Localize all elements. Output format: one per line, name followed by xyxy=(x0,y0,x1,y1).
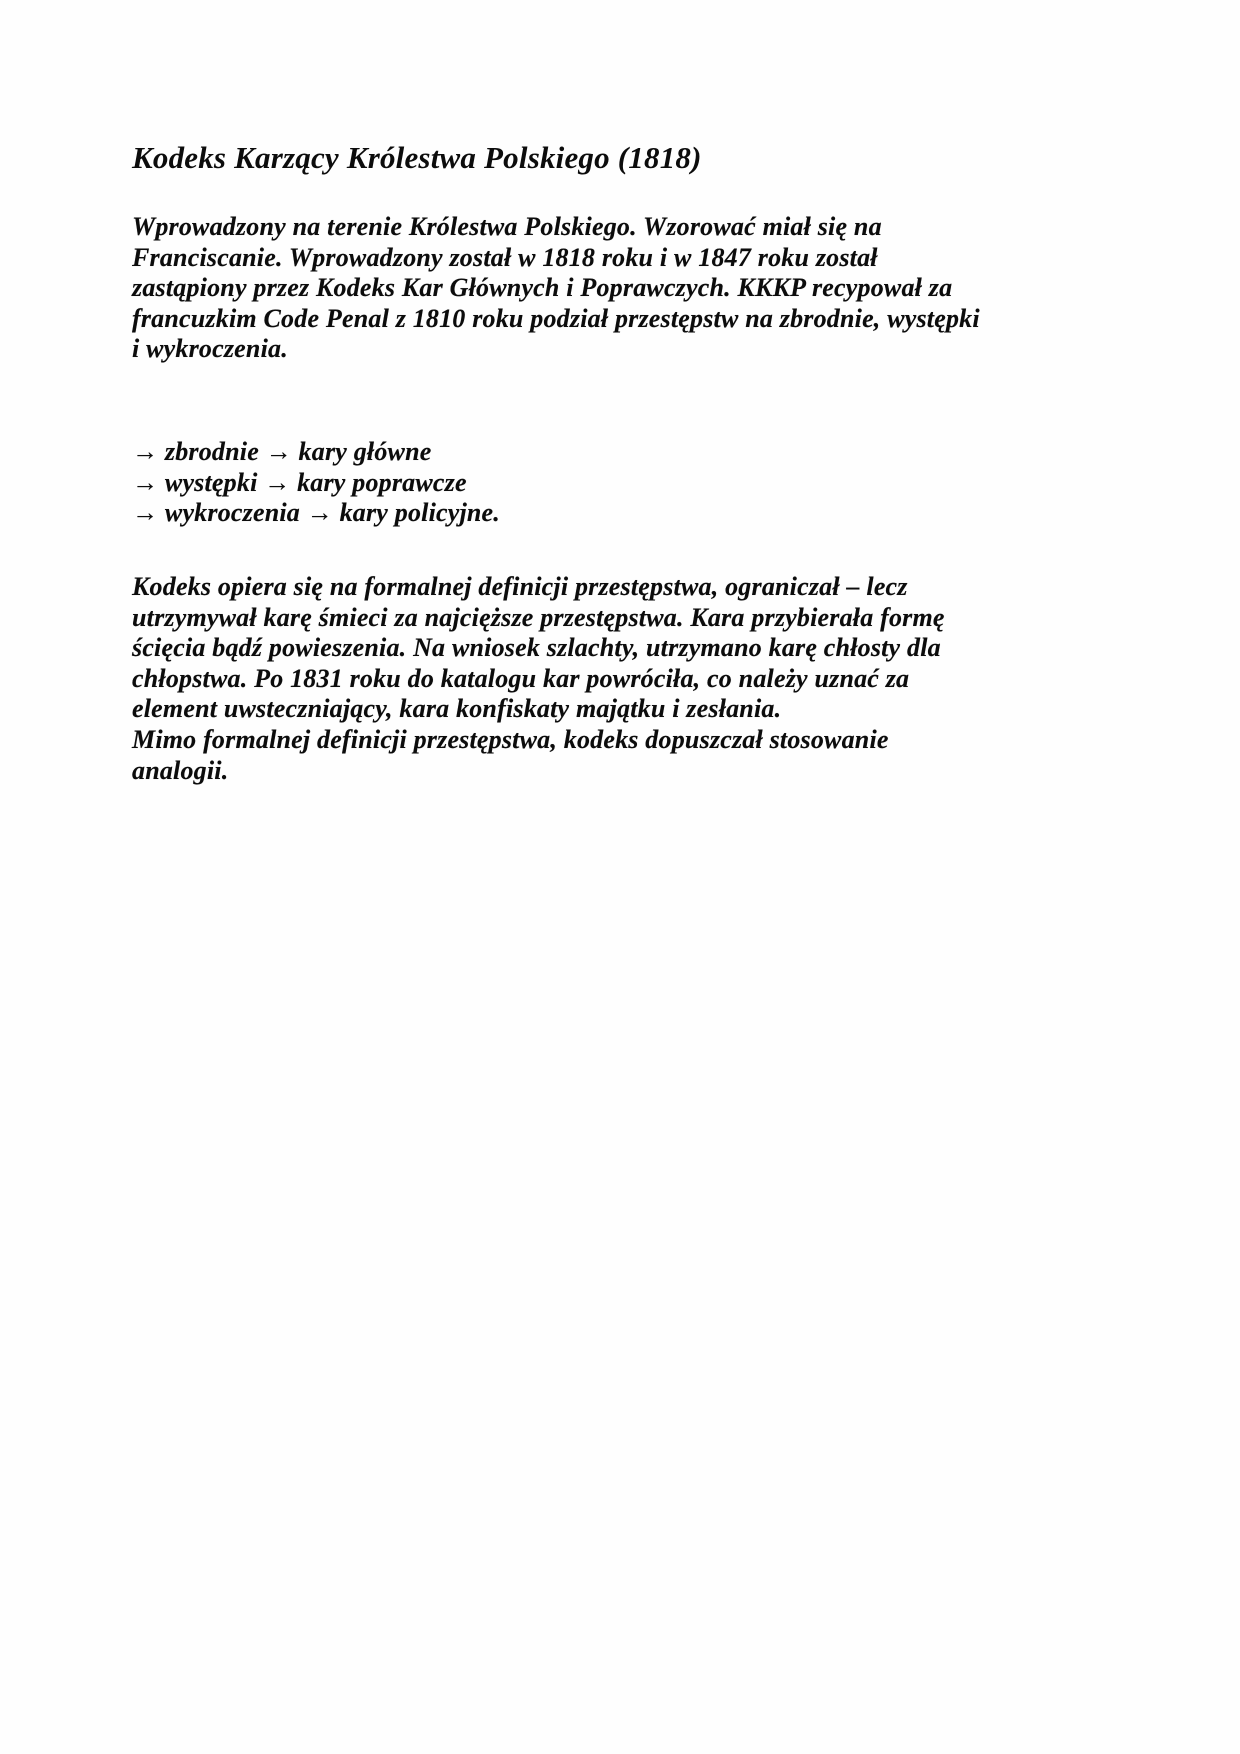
text-line: ścięcia bądź powieszenia. Na wniosek szlachty, utrzymano karę chłosty dla xyxy=(132,633,941,663)
text-line: zastąpiony przez Kodeks Kar Głównych i Poprawczych. KKKP recypował za xyxy=(132,273,953,303)
page-title: Kodeks Karzący Królestwa Polskiego (1818) xyxy=(132,140,702,175)
paragraph-body xyxy=(132,572,945,725)
text-line: Mimo formalnej definicji przestępstwa, kodeks dopuszczał stosowanie xyxy=(132,725,889,754)
text-line: element uwsteczniający, kara konfiskaty majątku i zesłania. xyxy=(132,694,782,724)
text-line: Kodeks opiera się na formalnej definicji przestępstwa, ograniczał – lecz xyxy=(132,572,908,601)
text-line: chłopstwa. Po 1831 roku do katalogu kar powróciła, co należy uznać za xyxy=(132,663,910,693)
paragraph-intro xyxy=(132,212,980,365)
paragraph-closing xyxy=(132,725,889,786)
arrow-list xyxy=(132,437,500,529)
text-line: Wprowadzony na terenie Królestwa Polskiego. Wzorować miał się na xyxy=(132,212,882,241)
text-line: Franciscanie. Wprowadzony został w 1818 roku i w 1847 roku został xyxy=(132,242,878,272)
text-line: i wykroczenia. xyxy=(132,334,288,364)
arrow-list-item: → występki → kary poprawcze xyxy=(132,467,467,497)
arrow-list-item: → wykroczenia → kary policyjne. xyxy=(132,498,500,528)
arrow-list-item: → zbrodnie → kary główne xyxy=(132,437,432,466)
text-line: francuzkim Code Penal z 1810 roku podział przestępstw na zbrodnie, występki xyxy=(132,303,980,333)
text-line: analogii. xyxy=(132,755,229,785)
text-line: utrzymywał karę śmieci za najcięższe przestępstwa. Kara przybierała formę xyxy=(132,602,945,632)
